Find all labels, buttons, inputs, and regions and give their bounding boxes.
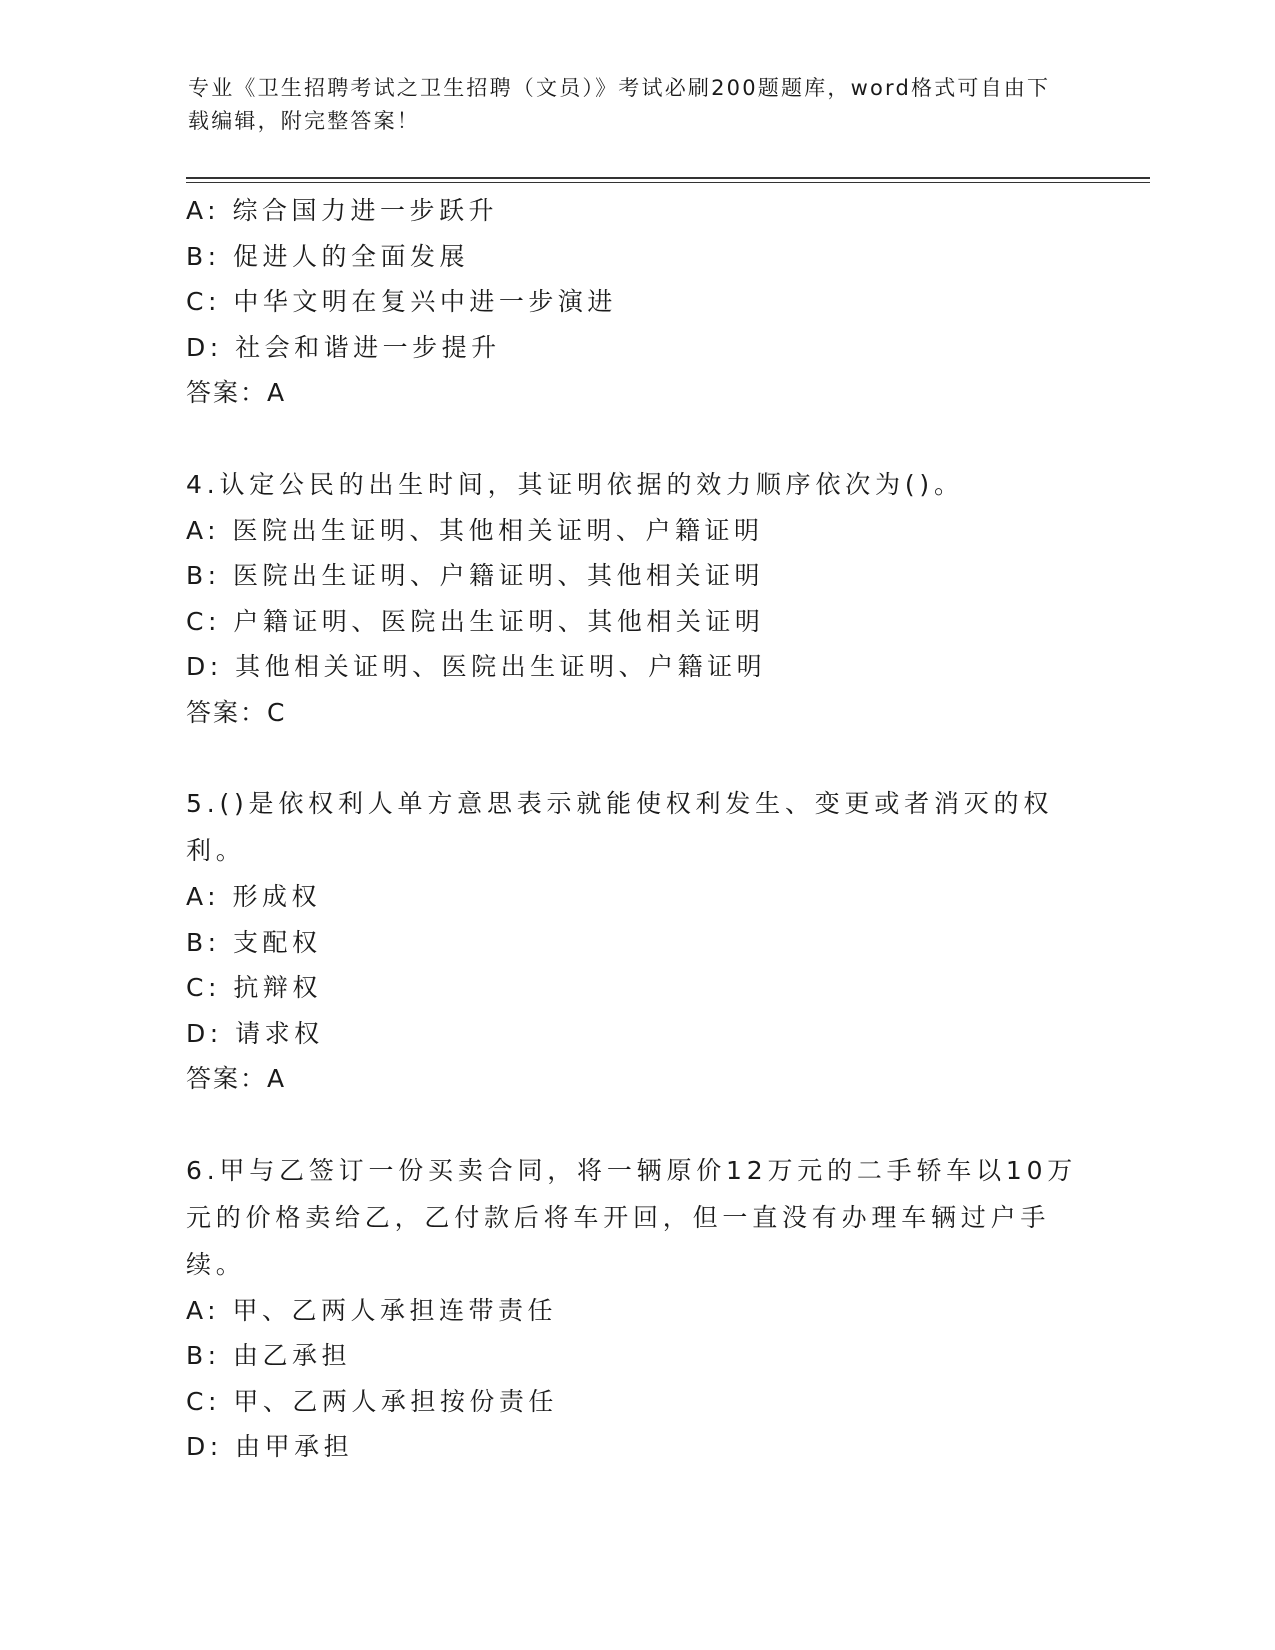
q4-option-d: D: 其他相关证明、医院出生证明、户籍证明 xyxy=(186,652,767,681)
document-header: 专业《卫生招聘考试之卫生招聘（文员）》考试必刷200题题库，word格式可自由下载编辑，附完整答案！ xyxy=(188,76,1051,133)
q5-option-d: D: 请求权 xyxy=(186,1018,324,1048)
q5-question: 5.()是依权利人单方意思表示就能使权利发生、变更或者消灭的权利。 xyxy=(186,789,1054,865)
question-3-block xyxy=(186,188,1086,416)
q3-option-c: C: 中华文明在复兴中进一步演进 xyxy=(186,287,617,316)
q6-question: 6.甲与乙签订一份买卖合同，将一辆原价12万元的二手轿车以10万元的价格卖给乙，乙付款后将车开回，但一直没有办理车辆过户手续。 xyxy=(186,1155,1078,1279)
q3-answer: 答案：A xyxy=(186,378,287,407)
q4-answer: 答案：C xyxy=(186,697,287,727)
q5-option-b: B: 支配权 xyxy=(186,927,322,957)
q4-question: 4.认定公民的出生时间，其证明依据的效力顺序依次为()。 xyxy=(186,469,964,499)
question-list xyxy=(186,188,1086,1470)
header-divider-thick xyxy=(186,177,1150,179)
q3-option-a: A: 综合国力进一步跃升 xyxy=(186,196,499,225)
question-5-block xyxy=(186,780,1086,1102)
q5-option-c: C: 抗辩权 xyxy=(186,973,322,1002)
q4-option-c: C: 户籍证明、医院出生证明、其他相关证明 xyxy=(186,606,765,636)
question-4-block xyxy=(186,461,1086,736)
question-6-block xyxy=(186,1147,1086,1470)
q6-option-b: B: 由乙承担 xyxy=(186,1341,352,1370)
q4-option-a: A: 医院出生证明、其他相关证明、户籍证明 xyxy=(186,515,764,545)
q6-option-a: A: 甲、乙两人承担连带责任 xyxy=(186,1295,558,1325)
q5-option-a: A: 形成权 xyxy=(186,882,322,911)
header-divider-thin xyxy=(186,182,1150,183)
q3-option-b: B: 促进人的全面发展 xyxy=(186,241,470,271)
q6-option-c: C: 甲、乙两人承担按份责任 xyxy=(186,1386,558,1416)
q6-option-d: D: 由甲承担 xyxy=(186,1432,354,1461)
q4-option-b: B: 医院出生证明、户籍证明、其他相关证明 xyxy=(186,561,765,590)
q5-answer: 答案：A xyxy=(186,1064,287,1093)
q3-option-d: D: 社会和谐进一步提升 xyxy=(186,332,501,362)
